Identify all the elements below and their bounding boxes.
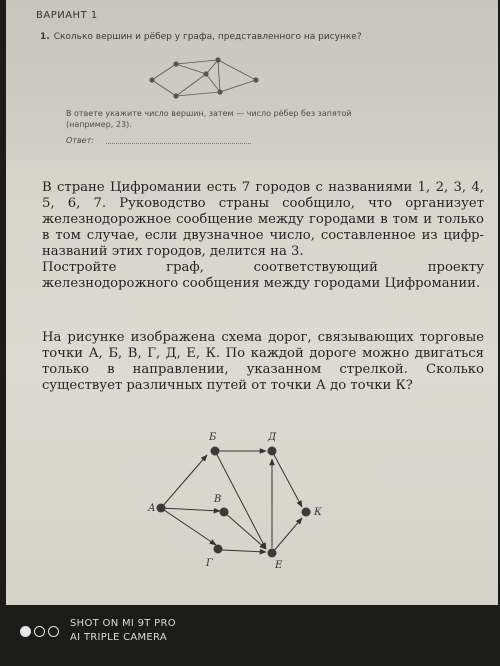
camera-text	[70, 617, 176, 645]
graph1-edge	[218, 60, 220, 92]
task-2	[42, 180, 484, 292]
graph1-vertex	[215, 57, 220, 62]
graph1-edge	[152, 80, 176, 96]
node-v	[220, 508, 229, 517]
answer-label: Ответ:	[66, 136, 94, 145]
node-k-label: К	[314, 507, 322, 518]
node-a-label: А	[148, 503, 156, 514]
graph1-edge	[176, 92, 220, 96]
node-g-label: Г	[206, 558, 213, 569]
worksheet-page	[6, 0, 498, 605]
graph1-edge	[176, 64, 206, 74]
node-b	[211, 447, 220, 456]
variant-label: ВАРИАНТ 1	[36, 10, 98, 21]
graph1-vertex	[253, 77, 258, 82]
road-b-e	[215, 451, 266, 549]
node-e-label: Е	[275, 560, 283, 570]
task-3	[42, 330, 484, 394]
graph1-edge	[206, 60, 218, 74]
graph1-edge	[220, 80, 256, 92]
question-1-number: 1.	[40, 32, 50, 42]
node-g	[214, 545, 223, 554]
graph1-edge	[218, 60, 256, 80]
camera-line-1: SHOT ON MI 9T PRO	[70, 618, 176, 629]
road-e-k	[272, 518, 302, 553]
road-v-e	[225, 513, 266, 549]
question-1-hint: В ответе укажите число вершин, затем — число рёбер без запятой (например, 23).	[66, 109, 352, 129]
camera-line-2: AI TRIPLE CAMERA	[70, 632, 168, 643]
task-2-paragraph-2: Постройте граф, соответствующий проекту железнодорожного сообщения между городами Цифромании.	[42, 260, 484, 291]
camera-dot-icon	[20, 626, 31, 637]
graph1-edge	[176, 60, 218, 64]
question-1	[40, 32, 370, 43]
graph1-edge	[152, 64, 176, 80]
road-g-e	[222, 550, 266, 552]
road-a-v	[161, 508, 220, 511]
graph1-edge	[206, 74, 220, 92]
node-d-label: Д	[268, 432, 277, 443]
road-d-k	[272, 451, 302, 507]
camera-dot-icon	[48, 626, 59, 637]
camera-dot-icon	[34, 626, 45, 637]
road-a-b	[161, 455, 207, 508]
graph1-vertex	[217, 89, 222, 94]
roads-graph	[136, 425, 336, 570]
camera-dots-icon	[20, 626, 62, 637]
graph1-vertex	[149, 77, 154, 82]
question-1-text: Сколько вершин и рёбер у графа, представленного на рисунке?	[53, 32, 362, 42]
node-a	[157, 504, 166, 513]
road-a-g	[161, 508, 216, 545]
graph1-vertex	[173, 93, 178, 98]
graph1-vertex	[173, 61, 178, 66]
node-e	[268, 549, 277, 558]
graph1-edge	[176, 74, 206, 96]
task-3-text: На рисунке изображена схема дорог, связывающих торговые точки А, Б, В, Г, Д, Е, К. По каждой дороге можно двигаться только в направлении, указанном стрелкой. Сколько существует различных путей от точки А до точки К?	[42, 330, 484, 393]
node-k	[302, 508, 311, 517]
answer-line[interactable]	[106, 143, 251, 144]
graph1-vertex	[203, 71, 208, 76]
node-b-label: Б	[209, 432, 217, 443]
question-1-graph	[146, 54, 266, 104]
node-v-label: В	[214, 494, 222, 505]
task-2-paragraph-1: В стране Цифромании есть 7 городов с названиями 1, 2, 3, 4, 5, 6, 7. Руководство страны сообщило, что организует железнодорожное сообщение между городами в том и только в том случае, если двузначное число, составленное из цифр-названий этих городов, делится на 3.	[42, 180, 484, 259]
node-d	[268, 447, 277, 456]
camera-watermark	[20, 617, 176, 645]
